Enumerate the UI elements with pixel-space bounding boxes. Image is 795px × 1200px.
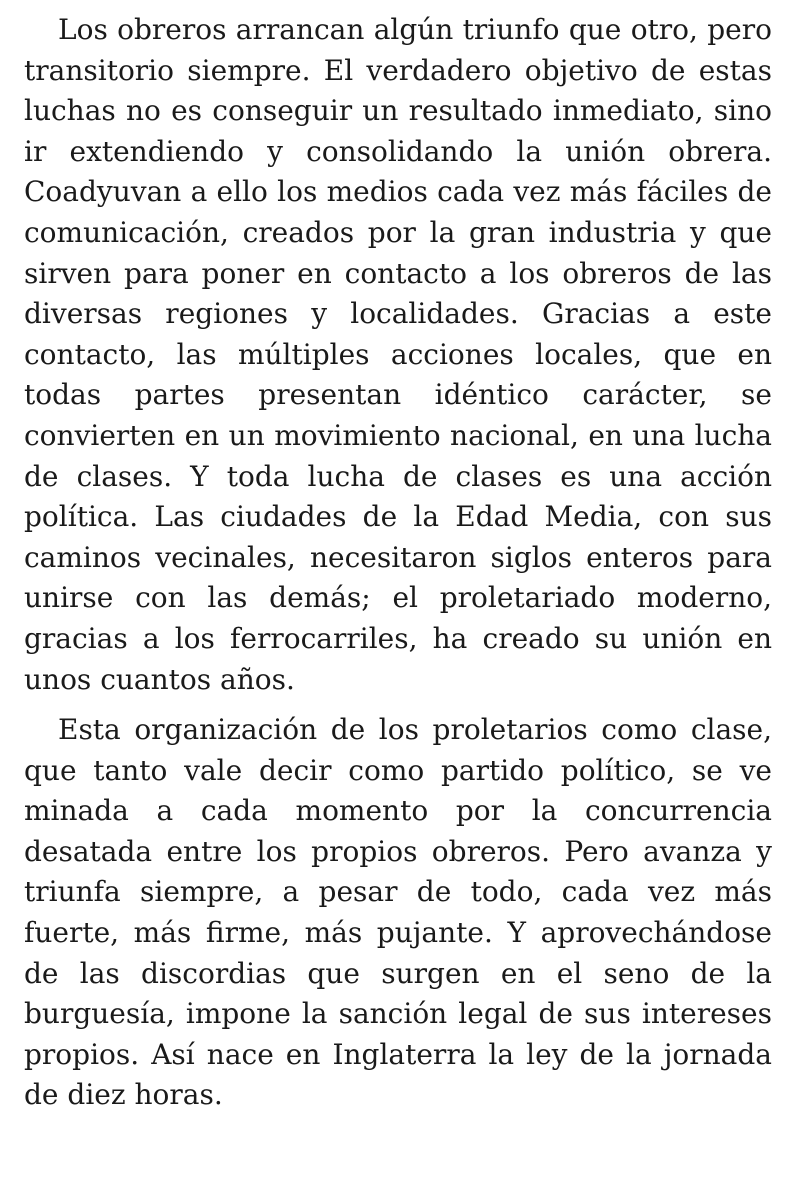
paragraph-1: Los obreros arrancan algún triunfo que otro, pero transitorio siempre. El verdadero objetivo de estas luchas no es conseguir un resultado inmediato, sino ir extendiendo y consolidando la unión obrera. Coadyuvan a ello los medios cada vez más fáciles de comunicación, creados por la gran industria y que sirven para poner en contacto a los obreros de las diversas regiones y localidades. Gracias a este contacto, las múltiples acciones locales, que en todas partes presentan idéntico carácter, se convierten en un movimiento nacional, en una lucha de clases. Y toda lucha de clases es una acción política. Las ciudades de la Edad Media, con sus caminos vecinales, necesitaron siglos enteros para unirse con las demás; el proletariado moderno, gracias a los ferrocarriles, ha creado su unión en unos cuantos años. bbox=[24, 13, 772, 696]
paragraph-2: Esta organización de los proletarios como clase, que tanto vale decir como partido político, se ve minada a cada momento por la concurrencia desatada entre los propios obreros. Pero avanza y triunfa siempre, a pesar de todo, cada vez más fuerte, más firme, más pujante. Y aprovechándose de las discordias que surgen en el seno de la burguesía, impone la sanción legal de sus intereses propios. Así nace en Inglaterra la ley de la jornada de diez horas. bbox=[24, 713, 772, 1112]
reader-page[interactable] bbox=[24, 10, 772, 1116]
